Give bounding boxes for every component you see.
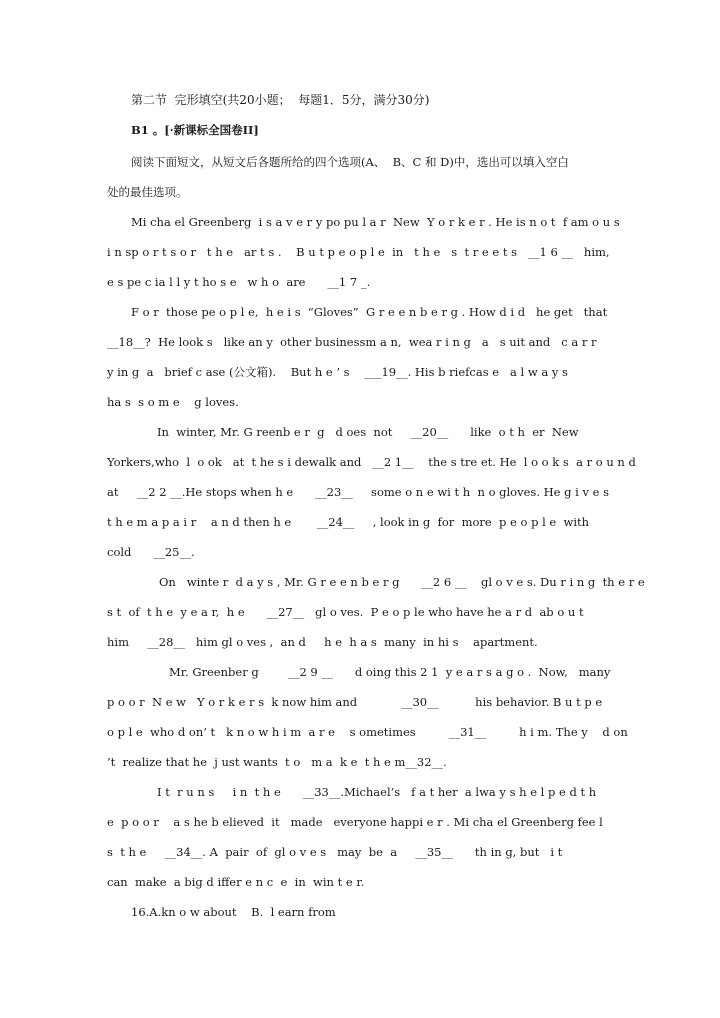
question-16: 16.A.kn o w about B. l earn from: [131, 905, 336, 919]
passage-line: In winter, Mr. G reenb e r g d oes not __20__ like o t h er New: [157, 425, 579, 439]
passage-line: Yorkers,who l o ok at t he s i dewalk and __2 1__ the s tre et. He l o o k s a r o u n d: [107, 455, 636, 469]
passage-line: i n sp o r t s o r t h e ar t s . B u t p e o p l e in t h e s t r e e t s __1 6 __ him,: [107, 245, 610, 259]
passage-line: ha s s o m e g loves.: [107, 395, 239, 409]
passage-line: y in g a brief c ase (公文箱). But h e ’ s ___19__. His b riefcas e a l w a y s: [107, 365, 568, 379]
passage-line: On winte r d a y s , Mr. G r e e n b e r g __2 6 __ gl o v e s. Du r i n g th e r e: [159, 575, 645, 589]
source-label: B1 。[·新课标全国卷II]: [131, 123, 259, 137]
passage-line: can make a big d iffer e n c e in win t e r.: [107, 875, 365, 889]
instructions-line-2: 处的最佳选项。: [107, 185, 188, 199]
passage-line: e p o o r a s he b elieved it made everyone happi e r . Mi cha el Greenberg fee l: [107, 815, 603, 829]
passage-line: o p l e who d on’ t k n o w h i m a r e s ometimes __31__ h i m. The y d on: [107, 725, 628, 739]
passage-line: him __28__ him gl o ves , an d h e h a s many in hi s apartment.: [107, 635, 538, 649]
passage-line: __18__? He look s like an y other businessm a n, wea r i n g a s uit and c a r r: [107, 335, 597, 349]
passage-line: s t of t h e y e a r, h e __27__ gl o ves. P e o p le who have he a r d ab o u t: [107, 605, 584, 619]
passage-line: F o r those pe o p l e, h e i s “Gloves” G r e e n b e r g . How d i d he get that: [131, 305, 608, 319]
passage-line: e s pe c ia l l y t ho s e w h o are __1 7 _.: [107, 275, 371, 289]
passage-line: p o o r N e w Y o r k e r s k now him and __30__ his behavior. B u t p e: [107, 695, 603, 709]
passage-line: t h e m a p a i r a n d then h e __24__ , look in g for more p e o p l e with: [107, 515, 590, 529]
passage-line: at __2 2 __.He stops when h e __23__ some o n e wi t h n o gloves. He g i v e s: [107, 485, 609, 499]
passage-line: Mr. Greenber g __2 9 __ d oing this 2 1 y e a r s a g o . Now, many: [169, 665, 611, 679]
instructions-line-1: 阅读下面短文，从短文后各题所给的四个选项(A、 B、C 和 D)中，选出可以填入空白: [131, 155, 569, 169]
passage-line: Mi cha el Greenberg i s a v e r y po pu l a r New Y o r k e r . He is n o t f am o u s: [131, 215, 620, 229]
passage-line: ’t realize that he j ust wants t o m a k e t h e m__32__.: [107, 755, 447, 769]
passage-line: cold __25__.: [107, 545, 195, 559]
passage-line: I t r u n s i n t h e __33__.Michael’s f a t her a lwa y s h e l p e d t h: [157, 785, 597, 799]
passage-line: s t h e __34__. A pair of gl o v e s may be a __35__ th in g, but i t: [107, 845, 563, 859]
section-heading: 第二节 完形填空(共20小题； 每题1．5分，满分30分): [131, 93, 430, 107]
